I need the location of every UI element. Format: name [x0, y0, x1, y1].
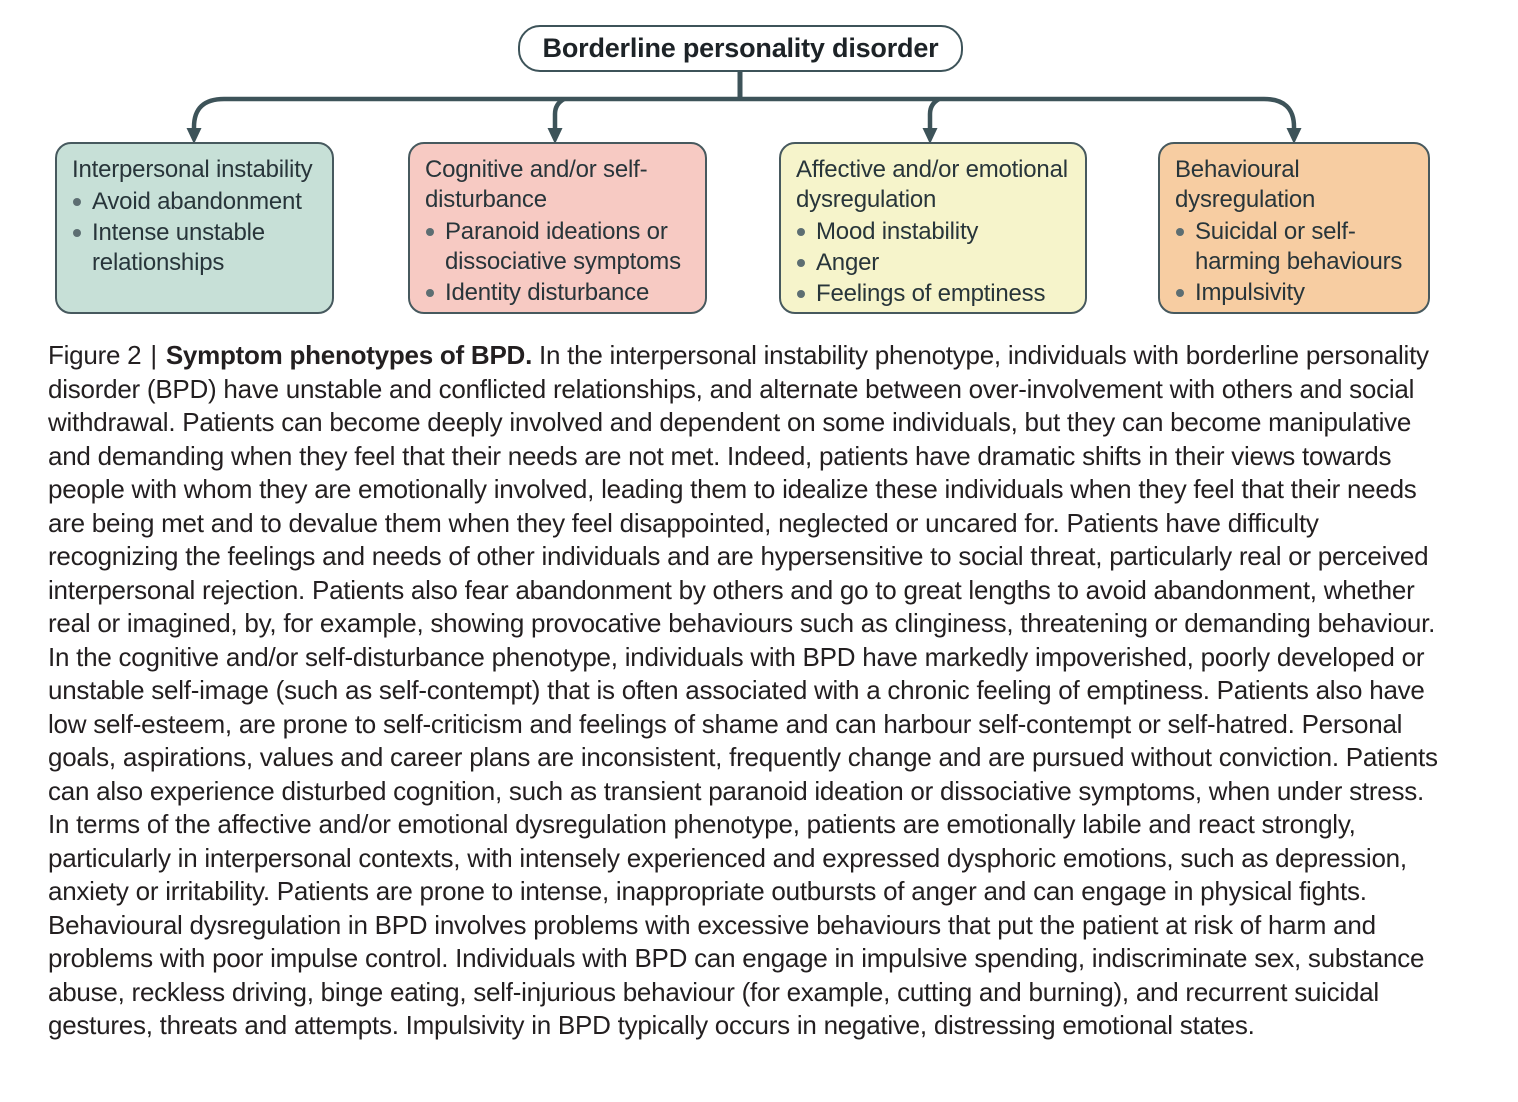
drop-line-2 [555, 99, 564, 130]
drop-line-3 [930, 99, 939, 130]
bullet-text: Identity disturbance [445, 279, 650, 306]
bullet-list [796, 217, 1071, 309]
figure-caption-title: Symptom phenotypes of BPD. [165, 340, 533, 370]
bullet-list [1175, 217, 1414, 308]
bullet-icon [73, 229, 81, 237]
bullet-item [1175, 217, 1414, 277]
figure-caption [48, 339, 1438, 1043]
bullet-text: Avoid abandonment [92, 188, 302, 215]
bullet-icon [1176, 289, 1184, 297]
bullet-text: Impulsivity [1195, 279, 1305, 306]
phenotype-title: Cognitive and/or self-disturbance [425, 156, 648, 213]
bullet-item [72, 187, 318, 217]
root-node-bpd [518, 25, 963, 72]
branch-rail-line [194, 99, 1294, 130]
phenotype-title: Interpersonal instability [72, 156, 313, 183]
bullet-text: Intense unstable relationships [92, 219, 265, 276]
bullet-item [1175, 278, 1414, 308]
bullet-icon [797, 228, 805, 236]
phenotype-title: Behavioural dysregulation [1175, 156, 1316, 213]
figure-label: Figure 2 [48, 340, 142, 370]
phenotype-title: Affective and/or emotional dysregulation [796, 156, 1068, 213]
bullet-item [796, 248, 1071, 278]
bullet-text: Anger [816, 249, 880, 276]
bullet-icon [797, 290, 805, 298]
bullet-text: Paranoid ideations or dissociative symptoms [445, 218, 681, 275]
phenotype-box-affective-emotional-dysregulation [779, 142, 1087, 314]
bullet-list [72, 187, 318, 278]
bullet-icon [426, 228, 434, 236]
bullet-icon [1176, 228, 1184, 236]
bullet-item [425, 217, 691, 277]
bullet-item [796, 217, 1071, 247]
bullet-text: Feelings of emptiness [816, 280, 1046, 307]
bullet-icon [426, 289, 434, 297]
bullet-icon [73, 198, 81, 206]
figure-label-separator: | [143, 340, 164, 370]
phenotype-box-cognitive-self-disturbance [408, 142, 707, 314]
bpd-phenotype-diagram [0, 0, 1518, 325]
bullet-item [796, 279, 1071, 309]
bullet-list [425, 217, 691, 308]
bullet-text: Mood instability [816, 218, 979, 245]
bullet-item [425, 278, 691, 308]
phenotype-box-behavioural-dysregulation [1158, 142, 1430, 314]
root-node-label: Borderline personality disorder [542, 33, 939, 63]
bullet-icon [797, 259, 805, 267]
figure-caption-body: In the interpersonal instability phenotype, individuals with borderline personality disorder (BPD) have unstable and conflicted relationships, and alternate between over-involvement with others and social withdrawal. Patients can become deeply involved and dependent on some individuals, but they can become manipulative and demanding when they feel that their needs are not met. Indeed, patients have dramatic shifts in their views towards people with whom they are emotionally involved, leading them to idealize these individuals when they feel that their needs are being met and to devalue them when they feel disappointed, neglected or uncared for. Patients have difficulty recognizing the feelings and needs of other individuals and are hypersensitive to social threat, particularly real or perceived interpersonal rejection. Patients also fear abandonment by others and go to great lengths to avoid abandonment, whether real or imagined, by, for example, showing provocative behaviours such as clinginess, threatening or demanding behaviour. In the cognitive and/or self-disturbance phenotype, individuals with BPD have markedly impoverished, poorly developed or unstable self-image (such as self-contempt) that is often associated with a chronic feeling of emptiness. Patients also have low self-esteem, are prone to self-criticism and feelings of shame and can harbour self-contempt or self-hatred. Personal goals, aspirations, values and career plans are inconsistent, frequently change and are pursued without conviction. Patients can also experience disturbed cognition, such as transient paranoid ideation or dissociative symptoms, when under stress. In terms of the affective and/or emotional dysregulation phenotype, patients are emotionally labile and react strongly, particularly in interpersonal contexts, with intensely experienced and expressed dysphoric emotions, such as depression, anxiety or irritability. Patients are prone to intense, inappropriate outbursts of anger and can engage in physical fights. Behavioural dysregulation in BPD involves problems with excessive behaviours that put the patient at risk of harm and problems with poor impulse control. Individuals with BPD can engage in impulsive spending, indiscriminate sex, substance abuse, reckless driving, binge eating, self-injurious behaviour (for example, cutting and burning), and recurrent suicidal gestures, threats and attempts. Impulsivity in BPD typically occurs in negative, distressing emotional states. [48, 340, 1438, 1040]
bullet-item [72, 218, 318, 278]
bullet-text: Suicidal or self-harming behaviours [1195, 218, 1403, 275]
phenotype-box-interpersonal-instability [55, 142, 334, 314]
